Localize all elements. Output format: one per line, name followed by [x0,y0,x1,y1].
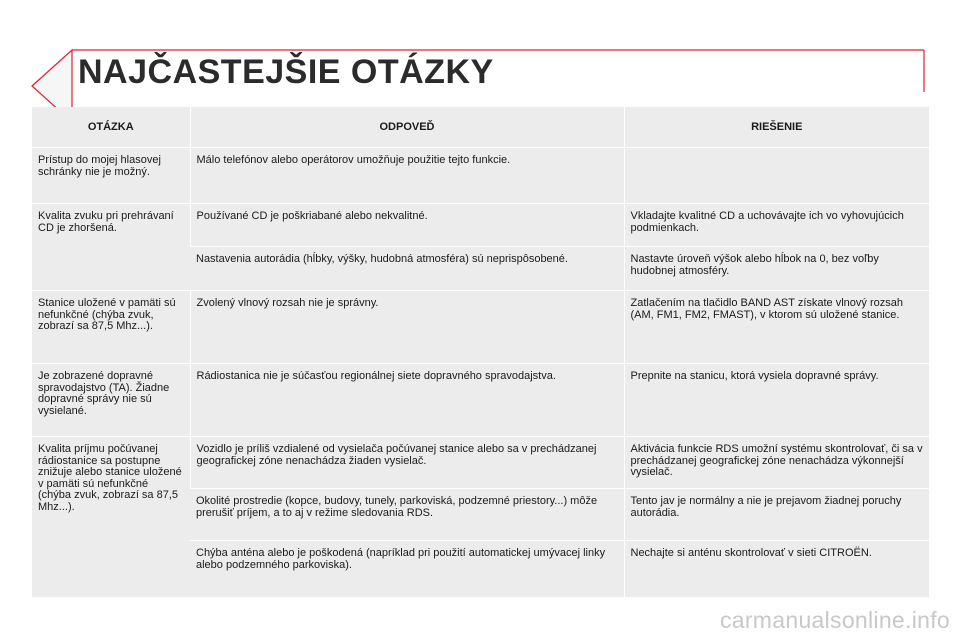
page-title: NAJČASTEJŠIE OTÁZKY [78,53,494,91]
solution-cell: Aktivácia funkcie RDS umožní systému skontrolovať, či sa v prechádzanej geografickej zóne nenachádza výkonnejší vysielač. [624,437,929,489]
header-answer: ODPOVEĎ [190,107,624,148]
answer-cell: Vozidlo je príliš vzdialené od vysielača počúvanej stanice alebo sa v prechádzanej geografickej zóne nenachádza žiaden vysielač. [190,437,624,489]
header-question: OTÁZKA [32,107,190,148]
table-row [32,148,929,204]
solution-cell: Prepnite na stanicu, ktorá vysiela dopravné správy. [624,364,929,437]
question-cell: Prístup do mojej hlasovej schránky nie je možný. [32,148,190,204]
answer-cell: Rádiostanica nie je súčasťou regionálnej siete dopravného spravodajstva. [190,364,624,437]
solution-cell: Zatlačením na tlačidlo BAND AST získate vlnový rozsah (AM, FM1, FM2, FMAST), v ktorom sú uložené stanice. [624,291,929,364]
question-cell: Kvalita zvuku pri prehrávaní CD je zhoršená. [32,204,190,291]
solution-cell [624,148,929,204]
answer-cell: Okolité prostredie (kopce, budovy, tunely, parkoviská, podzemné priestory...) môže prerušiť príjem, a to aj v režime sledovania RDS. [190,489,624,541]
table-row [32,204,929,247]
header-solution: RIEŠENIE [624,107,929,148]
answer-cell: Nastavenia autorádia (hĺbky, výšky, hudobná atmosféra) sú neprispôsobené. [190,247,624,291]
solution-cell: Nastavte úroveň výšok alebo hĺbok na 0, bez voľby hudobnej atmosféry. [624,247,929,291]
solution-cell: Tento jav je normálny a nie je prejavom žiadnej poruchy autorádia. [624,489,929,541]
solution-cell: Vkladajte kvalitné CD a uchovávajte ich vo vyhovujúcich podmienkach. [624,204,929,247]
corner-fold-shape [32,50,72,110]
question-cell: Stanice uložené v pamäti sú nefunkčné (chýba zvuk, zobrazí sa 87,5 Mhz...). [32,291,190,364]
answer-cell: Zvolený vlnový rozsah nie je správny. [190,291,624,364]
question-cell: Je zobrazené dopravné spravodajstvo (TA). Žiadne dopravné správy nie sú vysielané. [32,364,190,437]
watermark: carmanualsonline.info [719,607,950,633]
answer-cell: Používané CD je poškriabané alebo nekvalitné. [190,204,624,247]
table-row [32,291,929,364]
table-header-row [32,107,929,148]
faq-table [32,107,929,597]
answer-cell: Chýba anténa alebo je poškodená (napríklad pri použití automatickej umývacej linky alebo podzemného parkoviska). [190,541,624,597]
question-cell: Kvalita príjmu počúvanej rádiostanice sa postupne znižuje alebo stanice uložené v pamäti sú nefunkčné (chýba zvuk, zobrazí sa 87,5 Mhz...). [32,437,190,597]
solution-cell: Nechajte si anténu skontrolovať v sieti CITROËN. [624,541,929,597]
table-row [32,364,929,437]
answer-cell: Málo telefónov alebo operátorov umožňuje použitie tejto funkcie. [190,148,624,204]
table-row [32,437,929,489]
